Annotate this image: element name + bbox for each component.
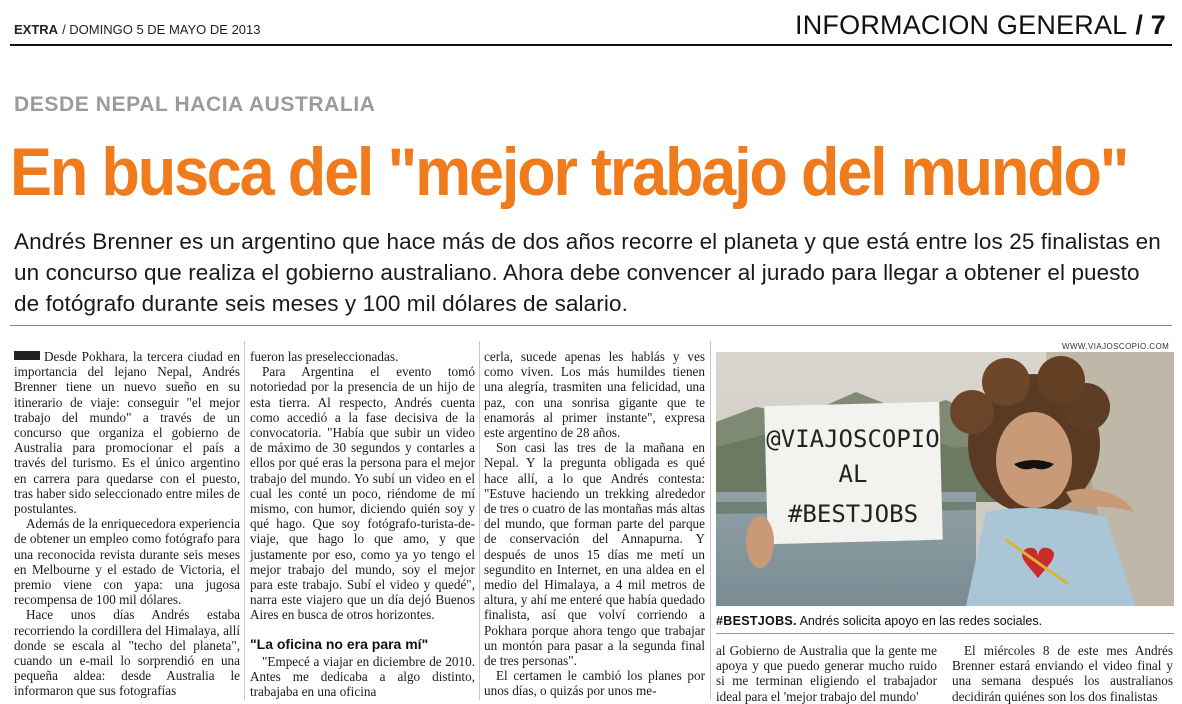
body-column-5 [952, 643, 1173, 704]
body-column-3 [484, 349, 705, 699]
body-column-1 [14, 349, 240, 699]
kicker: DESDE NEPAL HACIA AUSTRALIA [14, 93, 376, 116]
top-rule [10, 44, 1172, 46]
photo-credit: WWW.VIAJOSCOPIO.COM [1062, 342, 1170, 351]
paragraph: El certamen le cambió los planes por unos días, o quizás por unos me- [484, 668, 705, 699]
masthead [14, 22, 260, 37]
paragraph: Para Argentina el evento tomó notoriedad por la presencia de un hijo de esta tierra. Al respecto, Andrés cuenta como accedió a la fase decisiva de la convocatoria. "Había que subir un video de máximo de 30 segundos y contarles a ellos por qué eras la persona para el mejor trabajo del mundo. Yo subí un video en el cual les conté un poco, riéndome de mí mismo, con humor, diciendo quién soy y qué hago. Que soy fotógrafo-turista-de-viaje, que hago lo que amo, y que justamente por eso, como ya yo tengo el mejor trabajo del mundo, soy el mejor para este trabajo. Subí el video y quedé", narra este viajero que un día dejó Buenos Aires en busca de otros horizontes. [250, 364, 475, 623]
paragraph: "Empecé a viajar en diciembre de 2010. Antes me dedicaba a algo distinto, trabajaba en una oficina [250, 653, 475, 700]
lead-bullet [14, 351, 40, 360]
paragraph: Hace unos días Andrés estaba recorriendo la cordillera del Himalaya, allí donde se escala al "techo del planeta", cuando un e-mail lo sorprendió en una pequeña aldea: desde Australia le informaron que sus fotografías [14, 607, 240, 699]
subheading: "La oficina no era para mí" [250, 635, 429, 652]
column-rule [244, 341, 245, 700]
body-column-2 [250, 349, 475, 699]
caption-rule [716, 633, 1174, 634]
section-header [795, 10, 1166, 41]
publication-name: EXTRA [14, 22, 59, 37]
standfirst: Andrés Brenner es un argentino que hace más de dos años recorre el planeta y que está entre los 25 finalistas en un concurso que realiza el gobierno australiano. Ahora debe convencer al jurado para llegar a obtener el puesto de fotógrafo durante seis meses y 100 mil dólares de salario. [14, 229, 1161, 316]
headline: En busca del "mejor trabajo del mundo" [10, 134, 1128, 210]
paragraph: El miércoles 8 de este mes Andrés Brenner estará enviando el video final y una semana después los australianos decidirán quiénes son los dos finalistas [952, 643, 1173, 704]
caption-text: Andrés solicita apoyo en las redes sociales. [796, 614, 1043, 628]
svg-text:@VIAJOSCOPIO: @VIAJOSCOPIO [766, 425, 940, 453]
issue-date: / DOMINGO 5 DE MAYO DE 2013 [62, 22, 261, 37]
paragraph: Desde Pokhara, la tercera ciudad en importancia del lejano Nepal, Andrés Brenner tiene un nuevo sueño en su itinerario de viaje: conseguir "el mejor trabajo del mundo" a través de un concurso que organiza el gobierno de Australia para promocionar el país a través del turismo. Es el único argentino en carrera para quedarse con el puesto, tras haber sido seleccionado entre miles de postulantes. [14, 349, 240, 517]
paragraph: al Gobierno de Australia que la gente me apoya y que puedo generar mucho ruido si me terminan eligiendo el trabajador ideal para el 'mejor trabajo del mundo' [716, 643, 937, 704]
article-photo [716, 352, 1174, 606]
svg-text:AL: AL [838, 460, 868, 488]
section-name: INFORMACION GENERAL [795, 10, 1128, 40]
caption-tag: #BESTJOBS. [716, 614, 797, 628]
column-rule [710, 341, 711, 700]
body-column-4 [716, 643, 937, 704]
section-rule [10, 325, 1172, 326]
photo-caption [716, 614, 1042, 628]
paragraph: Son casi las tres de la mañana en Nepal. Y la pregunta obligada es qué hace allí, a lo que Andrés contesta: "Estuve haciendo un trekking alrededor de tres o cuatro de las montañas más altas del mundo, que forman parte del parque de conservación del Annapurna. Y después de unos 15 días me metí un segundito en Internet, en una aldea en el medio del Himalaya, a 4 mil metros de altura, y ahí me enteré que había quedado finalista, así que volví corriendo a Pokhara porque ahora tengo que trabajar un montón para pasar a la segunda final de tres personas". [484, 440, 705, 669]
photo-illustration [716, 352, 1174, 606]
paragraph: fueron las preseleccionadas. [250, 349, 399, 364]
paragraph: Además de la enriquecedora experiencia de obtener un empleo como fotógrafo para una reconocida revista durante seis meses en Melbourne y el estado de Victoria, el premio viene con yapa: una jugosa recompensa de 100 mil dólares. [14, 516, 240, 608]
column-rule [479, 341, 480, 700]
svg-text:#BESTJOBS: #BESTJOBS [787, 500, 919, 528]
page-number: / 7 [1135, 10, 1166, 40]
paragraph: cerla, sucede apenas les hablás y ves como viven. Los más humildes tienen una alegría, trasmiten una felicidad, una paz, con una sonrisa gigante que te enamorás al primer instante", expresa este argentino de 28 años. [484, 349, 705, 441]
